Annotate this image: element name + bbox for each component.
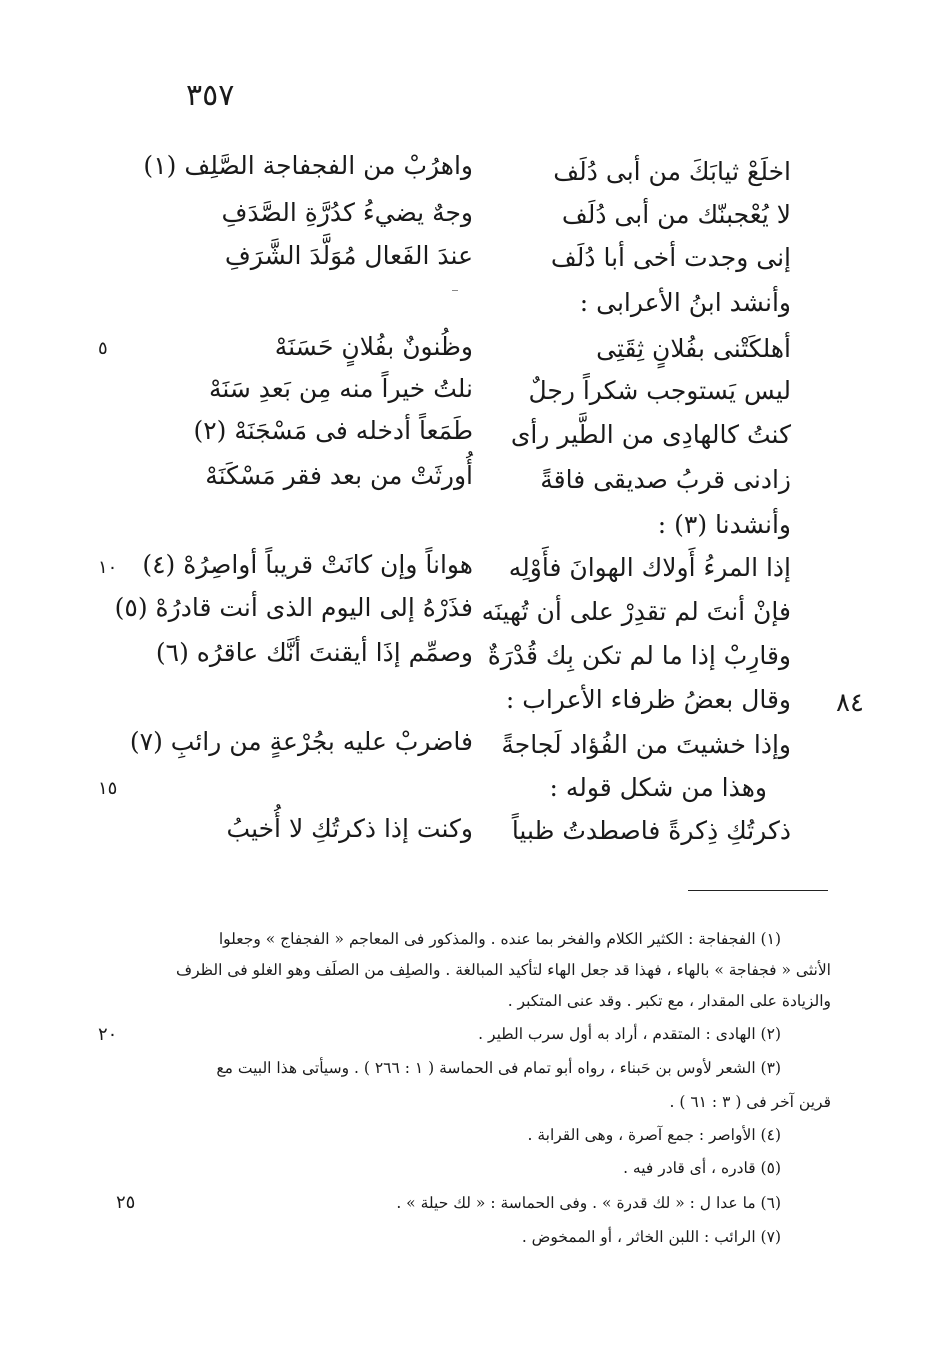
verse-9-left: فذَرْهُ إلى اليوم الذى أنت قادرُهْ (٥) (114, 593, 473, 622)
verse-6-left: طَمَعاً أدخله فى مَسْجَنَهْ (٢) (193, 416, 473, 445)
verse-8-left: هواناً وإن كانَتْ قريباً أواصِرُهْ (٤) (142, 550, 473, 579)
verse-4-right: أهلكَتْنى بفُلانٍ ثِقَتِى (596, 334, 791, 363)
section-number: ٨٤ (836, 688, 864, 718)
verse-2-left: وجهٌ يضيءُ كدُرَّةِ الصَّدَفِ (221, 198, 473, 227)
verse-12-left: وكنت إذا ذكرتُكِ لا أُخيبُ (226, 814, 473, 843)
verse-5-right: ليس يَستوجب شكراً رجلٌ (528, 376, 791, 405)
footnote-3-line-2: قرين آخر فى ( ٣ : ٦١ ) . (669, 1093, 831, 1111)
verse-3-right: إنى وجدت أخى أبا دُلَف (550, 243, 791, 272)
intro-2: وأنشدنا (٣) : (657, 510, 791, 539)
intro-1: وأنشد ابنُ الأعرابى : (579, 288, 791, 317)
verse-1-right: اخلَعْ ثيابَكَ من أبى دُلَف (553, 157, 791, 186)
verse-3-left: عندَ الفَعال مُوَلَّدَ الشَّرَفِ (224, 241, 473, 270)
footnote-6: (٦) ما عدا ل : « لك قدرة » . وفى الحماسة : « لك حيلة » . (396, 1194, 781, 1212)
intro-4: وهذا من شكل قوله : (549, 773, 767, 802)
line-number-15: ١٥ (98, 778, 118, 799)
line-number-25: ٢٥ (116, 1192, 136, 1213)
verse-2-right: لا يُعْجبنّك من أبى دُلَف (561, 200, 791, 229)
footnote-3-line-1: (٣) الشعر لأوس بن حَبناء ، رواه أبو تمام فى الحماسة ( ١ : ٢٦٦ ) . وسيأتى هذا البيت مع (216, 1059, 781, 1077)
verse-9-right: فإنْ أنتَ لم تقدِرْ على أن تُهينَه (481, 597, 791, 626)
verse-10-right: وقارِبْ إذا ما لم تكن بِك قُدْرَةٌ (487, 641, 791, 670)
footnote-7: (٧) الرائب : اللبن الخاثر ، أو الممخوض . (521, 1228, 781, 1246)
verse-10-left: وصمِّم إذَا أيقنتَ أنَّك عاقرُه (٦) (155, 638, 473, 667)
footnote-4: (٤) الأواصر : جمع آصرة ، وهى القرابة . (527, 1126, 781, 1144)
verse-7-right: زادنى قربُ صديقى فاقةً (540, 465, 791, 494)
verse-4-left: وظُنونٌ بفُلانٍ حَسَنَهْ (274, 332, 473, 361)
verse-7-left: أُورثَتْ من بعد فقر مَسْكَنَهْ (205, 461, 473, 490)
footnote-1-line-1: (١) الفجفاجة : الكثير الكلام والفخر بما عنده . والمذكور فى المعاجم « الفجفاج » وجعلوا (218, 930, 781, 948)
verse-12-right: ذكرتُكِ ذِكرةً فاصطدتُ ظبياً (511, 816, 791, 845)
verse-6-right: كنتُ كالهادِى من الطَّير رأى (510, 420, 791, 449)
page-number: ٣٥٧ (186, 78, 235, 113)
verse-8-right: إذا المرءُ أَولاك الهوانَ فأَوْلِه (508, 553, 791, 582)
verse-5-left: نلتُ خيراً منه مِن بَعدِ سَنَهْ (208, 374, 473, 403)
line-number-10: ١٠ (98, 557, 118, 578)
footnote-1-line-3: والزيادة على المقدار ، مع تكبر . وقد عنى المتكبر . (507, 992, 831, 1010)
intro-3: وقال بعضُ ظرفاء الأعراب : (505, 685, 791, 714)
footnote-2: (٢) الهادى : المتقدم ، أراد به أول سرب الطير . (478, 1025, 781, 1043)
footnote-separator (688, 890, 828, 891)
verse-1-left: واهرُبْ من الفجفاجة الصَّلِف (١) (143, 151, 473, 180)
footnote-5: (٥) قادره ، أى قادر فيه . (623, 1159, 781, 1177)
dash-mark (452, 290, 458, 291)
line-number-20: ٢٠ (98, 1024, 118, 1045)
verse-11-left: فاضربْ عليه بجُرْعةٍ من رائبِ (٧) (129, 727, 473, 756)
line-number-5: ٥ (98, 338, 108, 359)
verse-11-right: وإذا خشيتَ من الفُؤاد لَجاجةً (501, 730, 791, 759)
footnote-1-line-2: الأنثى « فجفاجة » بالهاء ، فهذا قد جعل الهاء لتأكيد المبالغة . والصلِف من الصلَف وهو الغلو فى الظرف (176, 961, 831, 979)
